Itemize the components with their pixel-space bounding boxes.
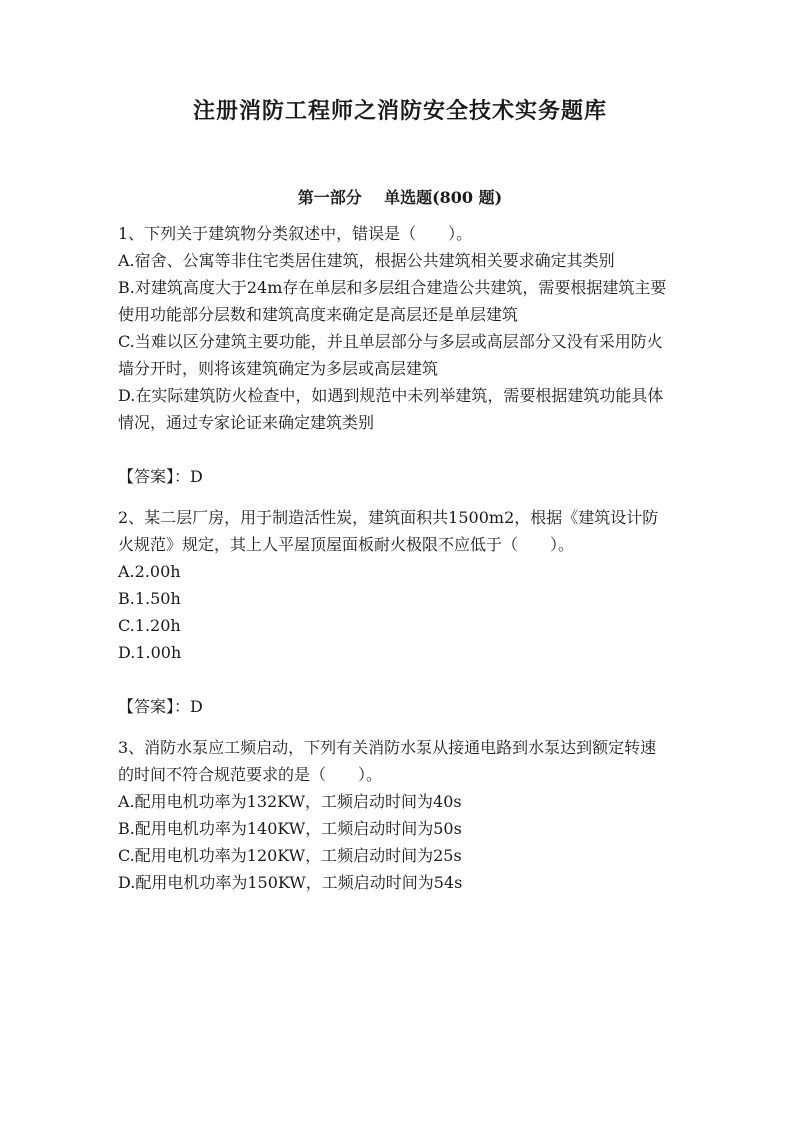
question-2 <box>118 504 670 720</box>
option-d: D.1.00h <box>118 643 182 662</box>
option-a: A.配用电机功率为132KW，工频启动时间为40s <box>118 792 462 811</box>
answer-label: 【答案】：D <box>118 467 203 486</box>
question-3 <box>118 734 670 896</box>
option-b: B.配用电机功率为140KW，工频启动时间为50s <box>118 819 462 838</box>
option-c: C.1.20h <box>118 616 181 635</box>
option-b: B.对建筑高度大于24m存在单层和多层组合建造公共建筑，需要根据建筑主要使用功能部分层数和建筑高度来确定是高层还是单层建筑 <box>118 278 667 324</box>
question-1 <box>118 220 670 490</box>
question-stem: 2、某二层厂房，用于制造活性炭，建筑面积共1500m2，根据《建筑设计防火规范》规定，其上人平屋顶屋面板耐火极限不应低于（ ）。 <box>118 508 659 554</box>
question-stem: 1、下列关于建筑物分类叙述中，错误是（ ）。 <box>118 224 473 243</box>
option-d: D.配用电机功率为150KW，工频启动时间为54s <box>118 873 463 892</box>
answer-label: 【答案】：D <box>118 697 203 716</box>
question-stem: 3、消防水泵应工频启动，下列有关消防水泵从接通电路到水泵达到额定转速的时间不符合规范要求的是（ ）。 <box>118 738 657 784</box>
option-c: C.配用电机功率为120KW，工频启动时间为25s <box>118 846 462 865</box>
section-title: 第一部分 单选题(800 题) <box>297 188 503 207</box>
option-c: C.当难以区分建筑主要功能，并且单层部分与多层或高层部分又没有采用防火墙分开时，则将该建筑确定为多层或高层建筑 <box>118 332 663 378</box>
option-a: A.宿舍、公寓等非住宅类居住建筑，根据公共建筑相关要求确定其类别 <box>118 251 615 270</box>
document-page <box>0 96 800 1131</box>
document-title: 注册消防工程师之消防安全技术实务题库 <box>192 98 607 124</box>
option-d: D.在实际建筑防火检查中，如遇到规范中未列举建筑，需要根据建筑功能具体情况，通过专家论证来确定建筑类别 <box>118 386 664 432</box>
option-a: A.2.00h <box>118 562 181 581</box>
option-b: B.1.50h <box>118 589 181 608</box>
